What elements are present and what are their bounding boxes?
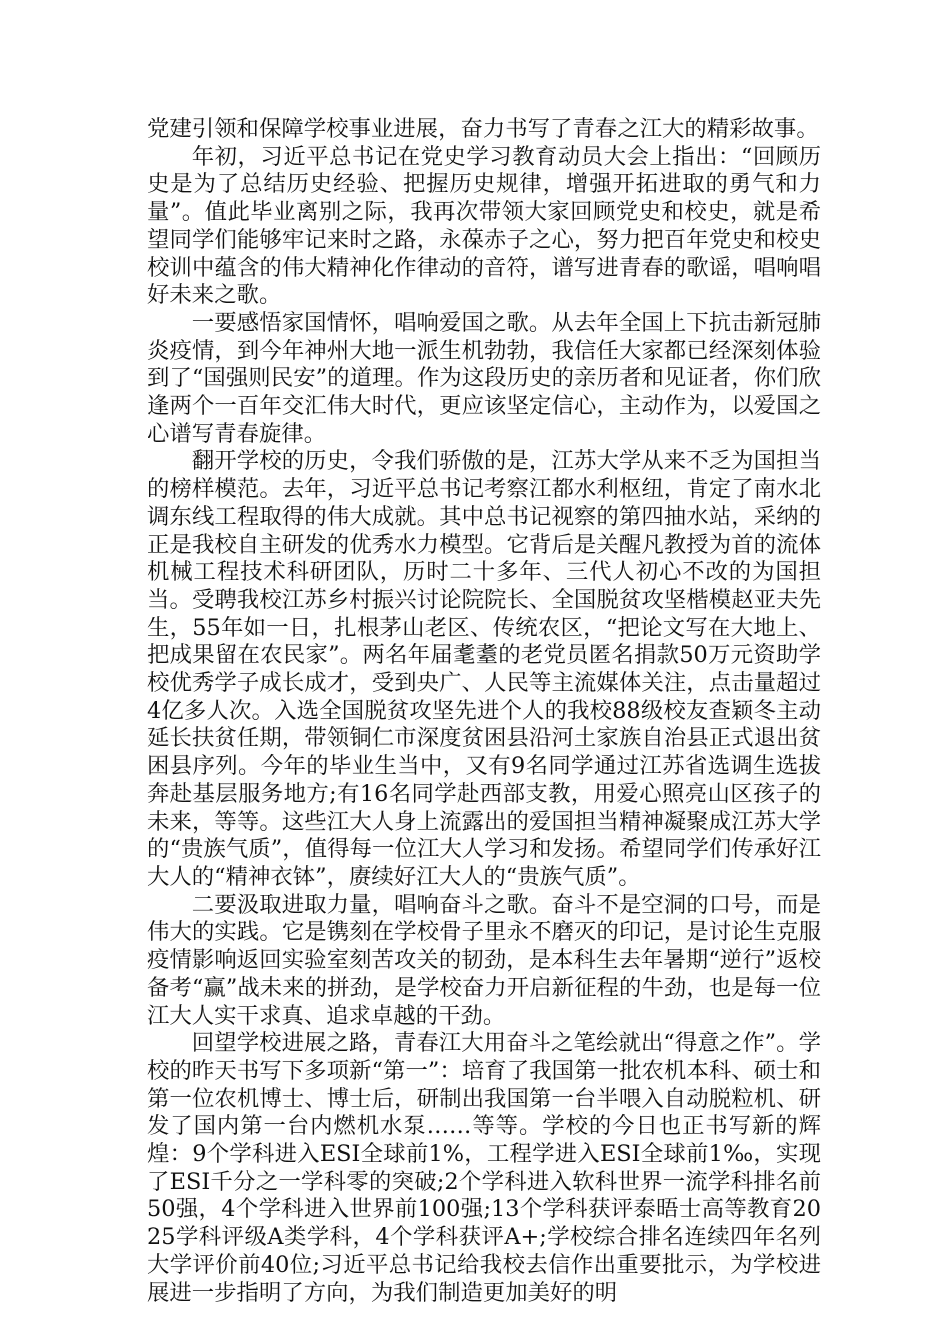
paragraph-2: 年初，习近平总书记在党史学习教育动员大会上指出：“回顾历史是为了总结历史经验、把握历史规律，增强开拓进取的勇气和力量”。值此毕业离别之际，我再次带领大家回顾党史和校史，就是希望同学们能够牢记来时之路，永葆赤子之心，努力把百年党史和校史校训中蕴含的伟大精神化作律动的音符，谱写进青春的歌谣，唱响唱好未来之歌。 bbox=[147, 143, 821, 309]
paragraph-5: 二要汲取进取力量，唱响奋斗之歌。奋斗不是空洞的口号，而是伟大的实践。它是镌刻在学校骨子里永不磨灭的印记，是讨论生克服疫情影响返回实验室刻苦攻关的韧劲，是本科生去年暑期“逆行”返校备考“赢”战未来的拼劲，是学校奋力开启新征程的牛劲，也是每一位江大人实干求真、追求卓越的干劲。 bbox=[147, 891, 821, 1029]
document-page bbox=[147, 116, 821, 1307]
paragraph-4: 翻开学校的历史，令我们骄傲的是，江苏大学从来不乏为国担当的榜样模范。去年，习近平总书记考察江都水利枢纽，肯定了南水北调东线工程取得的伟大成就。其中总书记视察的第四抽水站，采纳的正是我校自主研发的优秀水力模型。它背后是关醒凡教授为首的流体机械工程技术科研团队，历时二十多年、三代人初心不改的为国担当。受聘我校江苏乡村振兴讨论院院长、全国脱贫攻坚楷模赵亚夫先生，55年如一日，扎根茅山老区、传统农区，“把论文写在大地上、把成果留在农民家”。两名年届耄耋的老党员匿名捐款50万元资助学校优秀学子成长成才，受到央广、人民等主流媒体关注，点击量超过4亿多人次。入选全国脱贫攻坚先进个人的我校88级校友查颖冬主动延长扶贫任期，带领铜仁市深度贫困县沿河土家族自治县正式退出贫困县序列。今年的毕业生当中，又有9名同学通过江苏省选调生选拔奔赴基层服务地方;有16名同学赴西部支教，用爱心照亮山区孩子的未来，等等。这些江大人身上流露出的爱国担当精神凝聚成江苏大学的“贵族气质”，值得每一位江大人学习和发扬。希望同学们传承好江大人的“精神衣钵”，赓续好江大人的“贵族气质”。 bbox=[147, 448, 821, 890]
paragraph-1: 党建引领和保障学校事业进展，奋力书写了青春之江大的精彩故事。 bbox=[147, 116, 819, 142]
paragraph-3: 一要感悟家国情怀，唱响爱国之歌。从去年全国上下抗击新冠肺炎疫情，到今年神州大地一派生机勃勃，我信任大家都已经深刻体验到了“国强则民安”的道理。作为这段历史的亲历者和见证者，你们欣逢两个一百年交汇伟大时代，更应该坚定信心，主动作为，以爱国之心谱写青春旋律。 bbox=[147, 309, 821, 447]
paragraph-6: 回望学校进展之路，青春江大用奋斗之笔绘就出“得意之作”。学校的昨天书写下多项新“第一”：培育了我国第一批农机本科、硕士和第一位农机博士、博士后，研制出我国第一台半喂入自动脱粒机、研发了国内第一台内燃机水泵……等等。学校的今日也正书写新的辉煌：9个学科进入ESI全球前1%，工程学进入ESI全球前1‰，实现了ESI千分之一学科零的突破;2个学科进入软科世界一流学科排名前50强，4个学科进入世界前100强;13个学科获评泰晤士高等教育2025学科评级A类学科，4个学科获评A+;学校综合排名连续四年名列大学评价前40位;习近平总书记给我校去信作出重要批示，为学校进展进一步指明了方向，为我们制造更加美好的明 bbox=[147, 1030, 821, 1306]
